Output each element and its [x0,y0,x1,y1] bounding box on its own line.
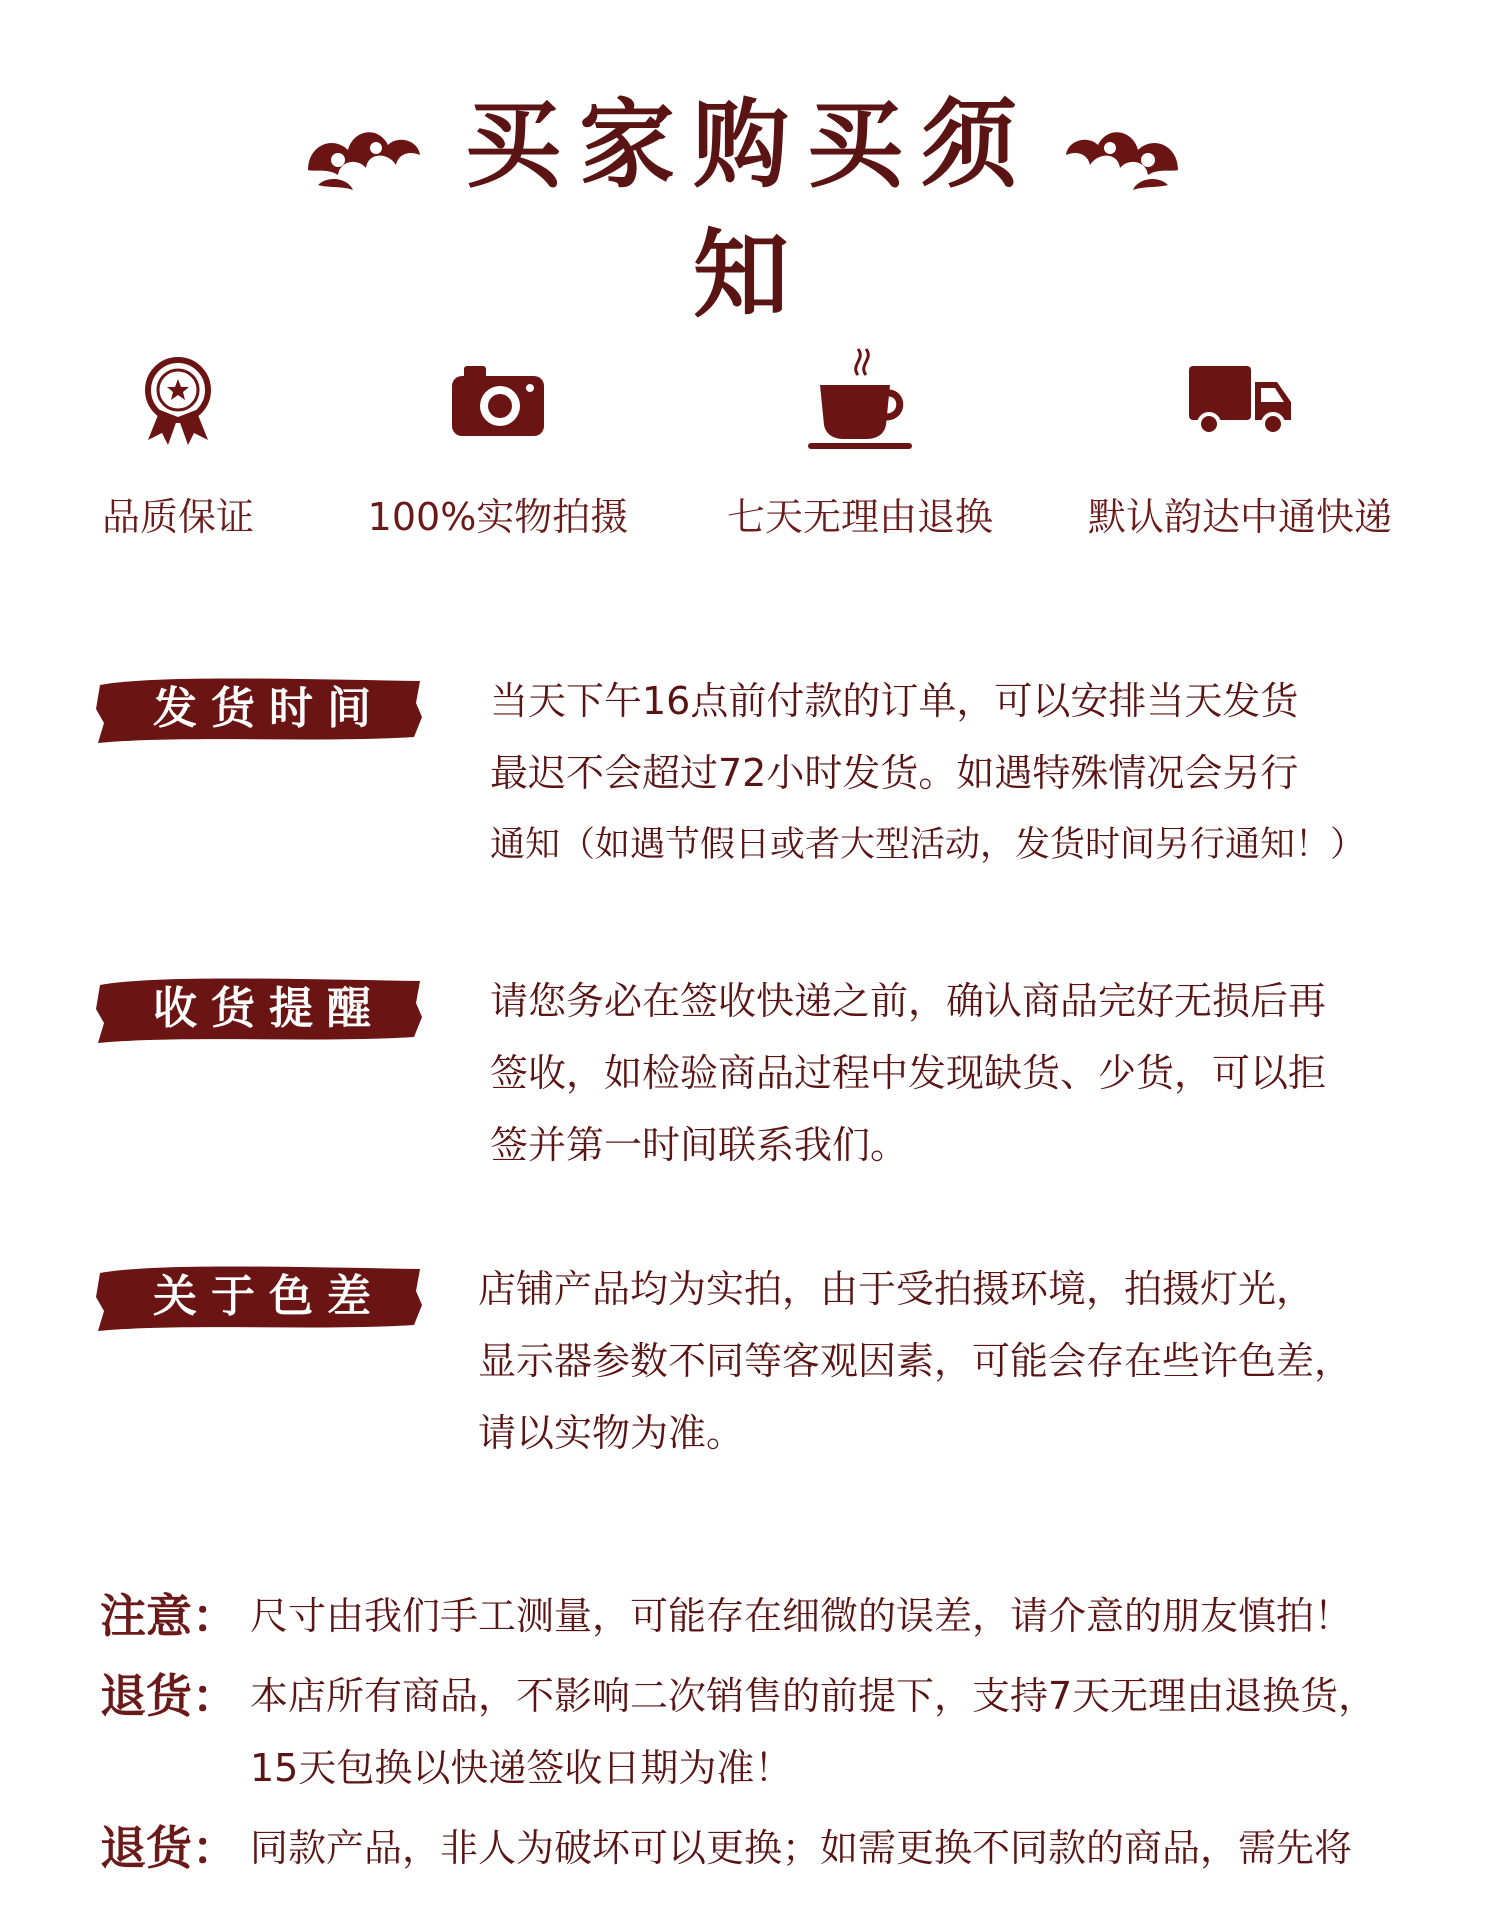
note-key: 退货： [100,1669,238,1723]
header [0,70,1500,331]
section-badge: 关于色差 [94,1261,424,1333]
section-text: 当天下午16点前付款的订单，可以安排当天发货 最迟不会超过72小时发货。如遇特殊情况会另行 通知（如遇节假日或者大型活动，发货时间另行通知！） [490,679,1366,865]
delivery-truck-icon [1185,360,1295,440]
note-text: 尺寸由我们手工测量，可能存在细微的误差，请介意的朋友慎拍！ [250,1594,1353,1638]
cloud-ornament-right-icon [1058,90,1188,200]
feature-label: 七天无理由退换 [726,495,993,539]
feature-label: 品质保证 [101,495,254,539]
feature-return [700,350,1020,541]
feature-quality [18,350,338,541]
note-item [100,1580,1480,1652]
section-text: 请您务必在签收快递之前，确认商品完好无损后再 签收，如检验商品过程中发现缺货、少货，可以拒 签并第一时间联系我们。 [490,979,1327,1167]
note-text: 同款产品，非人为破坏可以更换；如需更换不同款的商品，需先将 [250,1826,1353,1870]
feature-label: 默认韵达中通快递 [1087,495,1392,539]
feature-express [1060,350,1420,541]
note-item [100,1812,1480,1884]
camera-icon [448,360,548,440]
note-item [100,1660,1480,1804]
note-text: 本店所有商品，不影响二次销售的前提下，支持7天无理由退换货， 15天包换以快递签收日期为准！ [250,1674,1377,1790]
notes-list [100,1580,1480,1892]
section-badge: 发货时间 [94,673,424,745]
feature-label: 100%实物拍摄 [367,495,629,539]
feature-list [0,350,1500,539]
note-key: 注意： [100,1589,238,1643]
award-ribbon-icon [138,355,218,445]
cloud-ornament-left-icon [298,90,428,200]
section-badge: 收货提醒 [94,973,424,1045]
note-key: 退货： [100,1821,238,1875]
page-title: 买家购买须知 [465,88,1035,331]
feature-photo [338,350,658,541]
coffee-cup-icon [800,345,920,455]
section-text: 店铺产品均为实拍，由于受拍摄环境，拍摄灯光， 显示器参数不同等客观因素，可能会存在些许色差， 请以实物为准。 [478,1267,1353,1455]
